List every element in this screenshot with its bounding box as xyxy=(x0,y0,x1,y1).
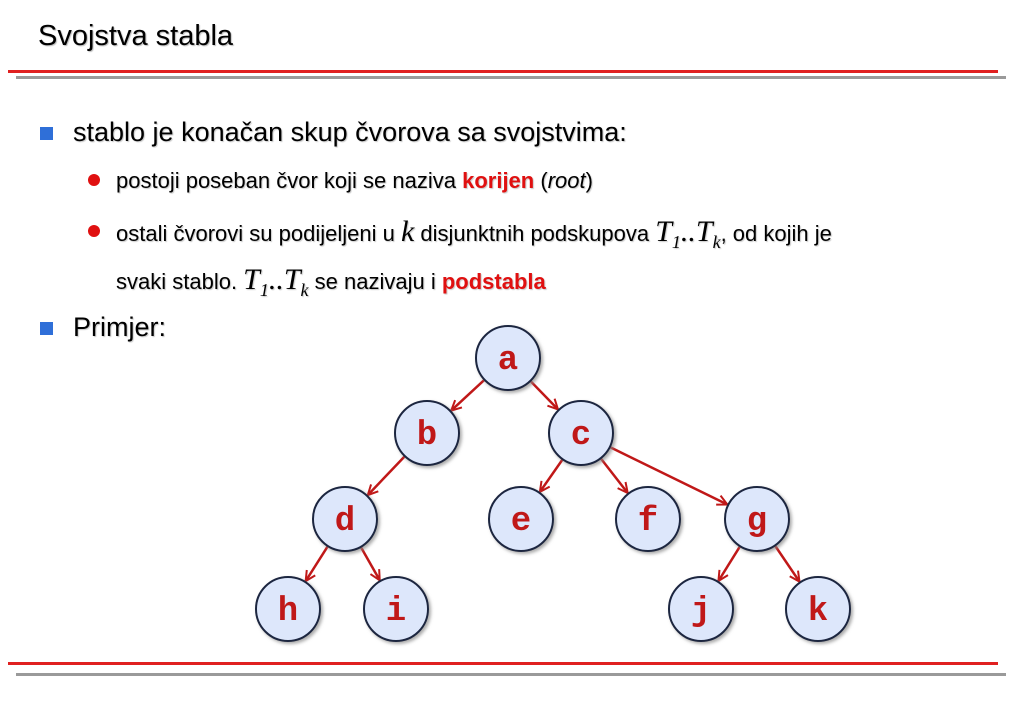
node-label: c xyxy=(570,417,592,455)
edge-c-e xyxy=(540,459,563,492)
footer-rule xyxy=(8,662,998,665)
tree-edges xyxy=(306,380,800,582)
tree-node-d xyxy=(313,487,377,551)
text-part: ( xyxy=(534,168,548,193)
edge-d-h xyxy=(306,546,328,581)
tree-node-j xyxy=(669,577,733,641)
tree-node-f xyxy=(616,487,680,551)
text-part: ostali čvorovi su podijeljeni u xyxy=(116,221,401,246)
edge-a-c xyxy=(530,381,558,409)
edge-d-i xyxy=(361,547,380,580)
text-part: ) xyxy=(585,168,593,193)
text-part: postoji poseban čvor koji se naziva xyxy=(116,168,463,193)
math-t: T xyxy=(283,263,301,296)
node-label: a xyxy=(497,342,519,380)
bullet-text: stablo je konačan skup čvorova sa svojstvima: xyxy=(73,117,627,147)
math-sub: 1 xyxy=(259,280,269,300)
edge-g-j xyxy=(718,546,740,581)
math-t: T xyxy=(655,215,672,248)
footer-rule-shadow xyxy=(16,673,1006,676)
node-label: j xyxy=(690,593,712,631)
node-label: i xyxy=(385,593,407,631)
tree-node-e xyxy=(489,487,553,551)
math-k: k xyxy=(400,215,415,248)
tree-node-a xyxy=(476,326,540,390)
math-sub: k xyxy=(300,280,309,300)
text-part: se nazivaju i xyxy=(308,269,442,294)
tree-node-g xyxy=(725,487,789,551)
tree-node-c xyxy=(549,401,613,465)
edge-g-k xyxy=(775,545,800,581)
math-t: T xyxy=(695,215,713,248)
node-label: k xyxy=(807,593,829,631)
root-term: root xyxy=(547,168,586,193)
edge-b-d xyxy=(368,456,405,495)
korijen-keyword: korijen xyxy=(462,168,535,193)
tree-node-i xyxy=(364,577,428,641)
text-part: disjunktnih podskupova xyxy=(414,221,656,246)
node-label: f xyxy=(637,503,659,541)
node-label: e xyxy=(510,503,532,541)
tree-nodes xyxy=(256,326,850,641)
edge-c-f xyxy=(601,458,628,493)
edge-a-b xyxy=(451,380,484,411)
math-sub: 1 xyxy=(671,232,681,252)
node-label: h xyxy=(277,593,299,631)
node-label: b xyxy=(416,417,438,455)
math-dots: .. xyxy=(268,263,284,296)
text-part: svaki stablo. xyxy=(116,269,244,294)
tree-node-h xyxy=(256,577,320,641)
math-t: T xyxy=(243,263,260,296)
math-dots: .. xyxy=(680,215,696,248)
text-part: , od kojih je xyxy=(720,221,832,246)
slide-title: Svojstva stabla xyxy=(38,20,234,52)
math-sub: k xyxy=(712,232,721,252)
tree-node-k xyxy=(786,577,850,641)
node-label: g xyxy=(746,503,768,541)
podstabla-keyword: podstabla xyxy=(441,269,546,294)
bullet-text: Primjer: xyxy=(73,312,166,342)
tree-node-b xyxy=(395,401,459,465)
node-label: d xyxy=(334,503,356,541)
